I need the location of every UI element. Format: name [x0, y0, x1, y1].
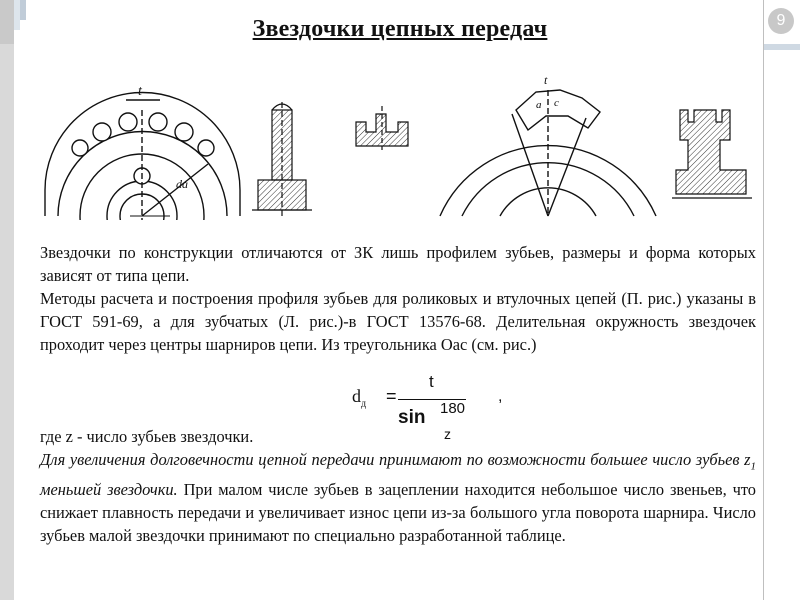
- pitch-label-t: t: [138, 84, 142, 99]
- pitch-diameter-formula: [352, 372, 532, 442]
- tooth-profile-drawing: [356, 106, 408, 150]
- formula-lhs: $d_д$: [352, 386, 367, 410]
- diameter-label-da: da: [176, 177, 188, 191]
- paragraph-3: где z - число зубьев звездочки.: [40, 427, 254, 446]
- label-c: c: [554, 97, 559, 109]
- formula-equals: =: [386, 386, 397, 406]
- frame-stripe: [764, 44, 800, 50]
- toothed-section-drawing: [672, 110, 752, 198]
- left-frame-bar: [0, 0, 14, 600]
- normal-sentence: При малом числе зубьев в зацеплении находится небольшое число звеньев, что снижает плавность передачи и увеличивает износ цепи из-за большого угла поворота шарнира. Число зубьев малой звездочки принимают по специально разработанной таблице.: [40, 480, 756, 546]
- italic-subscript: 1: [750, 460, 756, 473]
- label-t-right: t: [544, 73, 548, 87]
- slide-title: Звездочки цепных передач: [252, 16, 548, 42]
- paragraph-4: [40, 448, 756, 547]
- paragraph-2: Методы расчета и построения профиля зубьев для роликовых и втулочных цепей (П. рис.) указаны в ГОСТ 591-69, а для зубчатых (Л. рис.)-в ГОСТ 13576-68. Делительная окружность звездочек проходит через центры шарниров цепи. Из треугольника Оас (см. рис.): [40, 289, 756, 354]
- hub-section-drawing: [252, 102, 312, 216]
- right-frame: [763, 0, 800, 600]
- toothed-sprocket-drawing: [440, 90, 656, 216]
- italic-sentence-b: меньшей звездочки.: [40, 480, 178, 500]
- formula-angle-denominator: z: [444, 426, 451, 442]
- sprocket-figures: [40, 70, 760, 220]
- italic-sentence-a: Для увеличения долговечности цепной передачи принимают по возможности большее число зубьев z: [40, 450, 751, 469]
- formula-sin: sin: [398, 407, 426, 428]
- paragraph-1: Звездочки по конструкции отличаются от ЗК лишь профилем зубьев, размеры и форма которых зависят от типа цепи.: [40, 243, 756, 285]
- roller-sprocket-drawing: [45, 93, 240, 221]
- page-number-badge: 9: [768, 8, 794, 34]
- formula-numerator: t: [429, 372, 434, 391]
- label-a: a: [536, 99, 542, 111]
- formula-comma: ,: [498, 388, 503, 405]
- formula-angle-numerator: 180: [440, 400, 466, 417]
